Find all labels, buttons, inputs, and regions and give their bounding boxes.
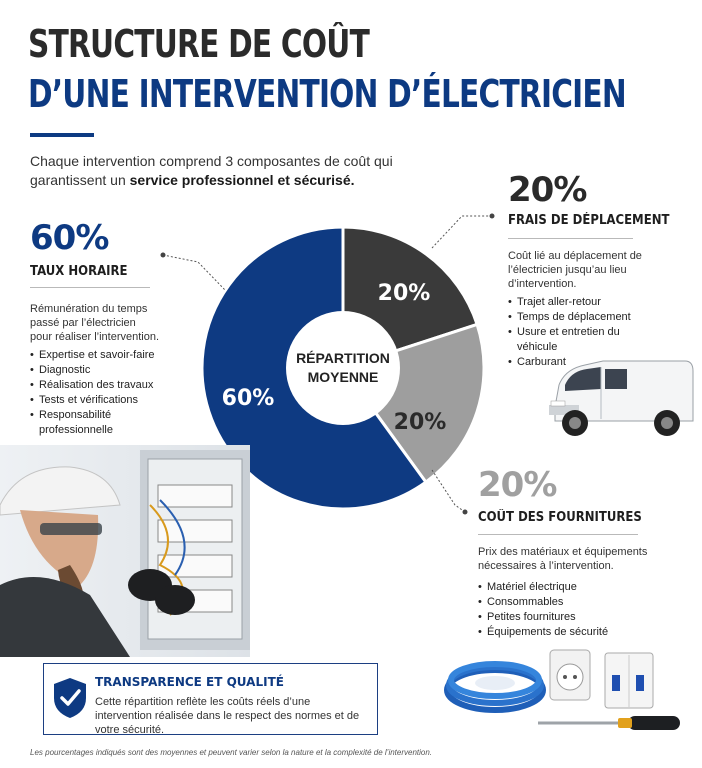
list-item: • Tests et vérifications	[30, 393, 160, 408]
center-label-line1: RÉPARTITION	[296, 350, 390, 366]
fournitures-title: COÛT DES FOURNITURES	[478, 510, 642, 525]
deplacement-desc: Coût lié au déplacement de l’électricien jusqu’au lieu d’intervention.	[508, 250, 642, 290]
taux-pct: 60%	[30, 218, 109, 258]
list-item: • Diagnostic	[30, 363, 160, 378]
socket-icon	[550, 650, 590, 700]
page-title-line1: STRUCTURE DE COÛT	[28, 22, 370, 66]
slice-label-fournitures: 20%	[393, 410, 447, 435]
deplacement-pct: 20%	[508, 170, 587, 210]
slice-label-taux: 60%	[221, 386, 275, 411]
list-item: • Petites fournitures	[478, 610, 658, 625]
electrician-illustration	[0, 445, 250, 657]
center-label-line2: MOYENNE	[307, 369, 379, 385]
transparency-title: TRANSPARENCE ET QUALITÉ	[95, 675, 284, 689]
list-item: • Carburant	[508, 355, 648, 370]
page-title-line2: D’UNE INTERVENTION D’ÉLECTRICIEN	[28, 72, 626, 116]
list-item: • Matériel électrique	[478, 580, 658, 595]
list-item: • Temps de déplacement	[508, 310, 648, 325]
transparency-box	[43, 663, 378, 735]
supplies-illustration	[440, 645, 695, 740]
list-item: • Consommables	[478, 595, 658, 610]
electrician-icon	[0, 445, 250, 657]
fournitures-divider	[478, 534, 638, 535]
deplacement-title: FRAIS DE DÉPLACEMENT	[508, 213, 670, 228]
taux-desc: Rémunération du temps passé par l’électricien pour réaliser l’intervention.	[30, 303, 160, 343]
taux-list	[30, 348, 160, 438]
list-item: • Usure et entretien du véhicule	[508, 325, 648, 355]
shield-check-icon	[52, 676, 88, 720]
taux-title: TAUX HORAIRE	[30, 264, 128, 279]
list-item: • Réalisation des travaux	[30, 378, 160, 393]
list-item: • Responsabilité professionnelle	[30, 408, 160, 438]
intro-text-start: Chaque intervention comprend 3 composantes de coût qui garantissent un	[30, 153, 393, 188]
taux-divider	[30, 287, 150, 288]
fournitures-list	[478, 580, 658, 640]
fournitures-pct: 20%	[478, 465, 557, 505]
transparency-text: Cette répartition reflète les coûts réels d’une intervention réalisée dans le respect des normes et de votre sécurité.	[95, 696, 360, 736]
intro-text-bold: service professionnel et sécurisé.	[129, 172, 355, 188]
slice-label-deplacement: 20%	[377, 281, 431, 306]
screwdriver-icon	[538, 716, 680, 730]
van-icon	[545, 355, 697, 443]
breaker-icon	[605, 653, 653, 708]
fournitures-desc: Prix des matériaux et équipements nécessaires à l’intervention.	[478, 546, 648, 572]
deplacement-divider	[508, 238, 633, 239]
list-item: • Trajet aller-retour	[508, 295, 648, 310]
cable-icon	[447, 664, 543, 710]
list-item: • Équipements de sécurité	[478, 625, 658, 640]
list-item: • Expertise et savoir-faire	[30, 348, 160, 363]
footnote: Les pourcentages indiqués sont des moyennes et peuvent varier selon la nature et la complexité de l’intervention.	[30, 748, 433, 757]
